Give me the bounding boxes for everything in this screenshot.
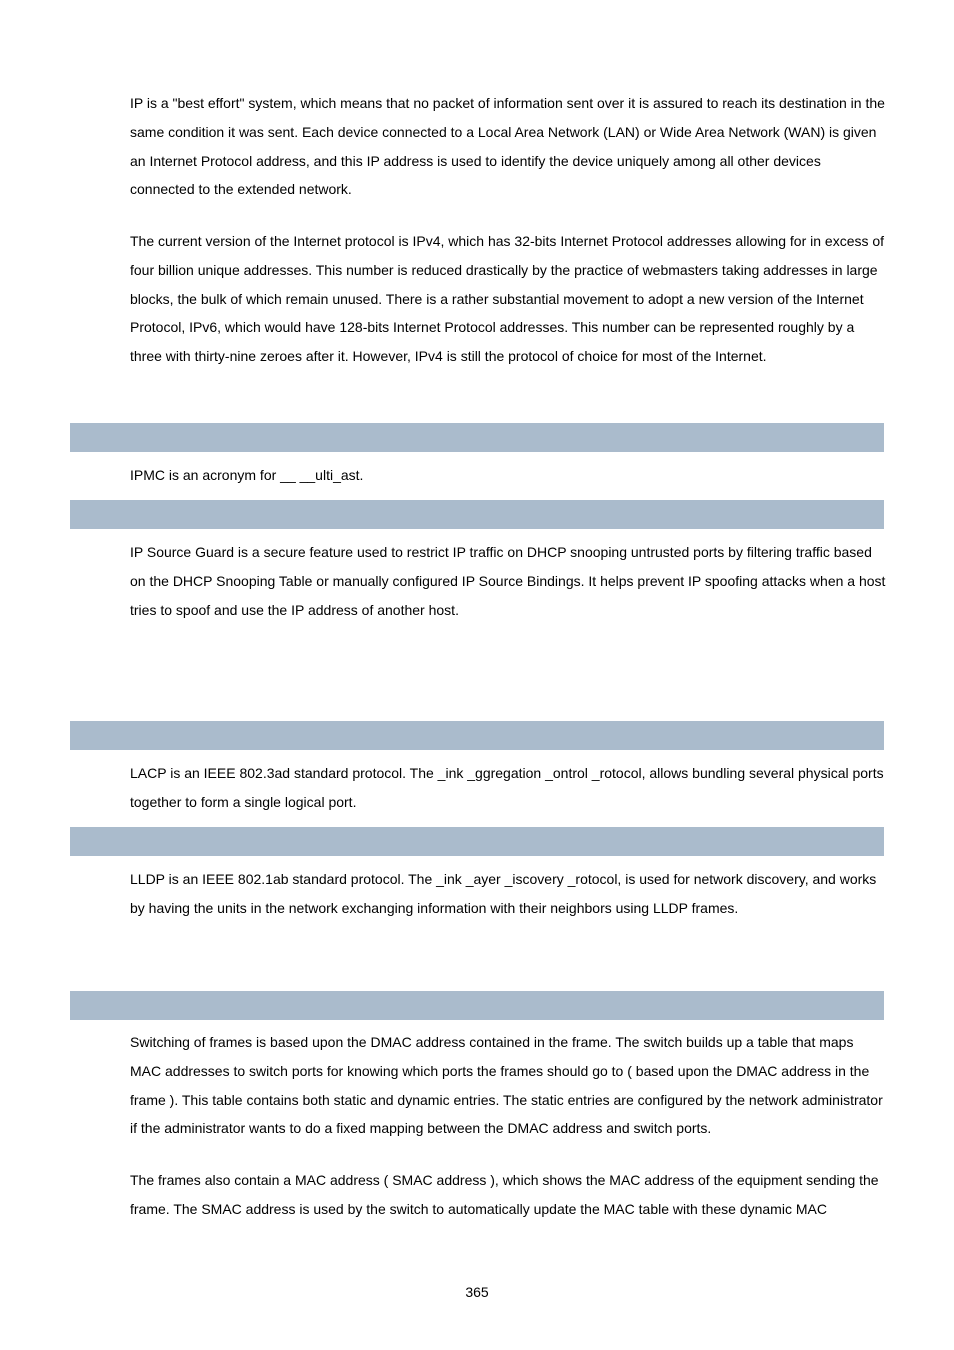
section-header-band-lacp bbox=[70, 721, 884, 750]
paragraph-ipmc: IPMC is an acronym for __ __ulti_ast. bbox=[130, 467, 364, 483]
paragraph-lacp: LACP is an IEEE 802.3ad standard protocol. The _ink _ggregation _ontrol _rotocol, allows bundling several physical ports together to form a single logical port. bbox=[130, 765, 884, 810]
section-header-band-lldp bbox=[70, 827, 884, 856]
paragraph-ip-best-effort: IP is a "best effort" system, which means that no packet of information sent over it is assured to reach its destination in the same condition it was sent. Each device connected to a Local Area Network (LAN) or Wide Area Network (WAN) is given an Internet Protocol address, and this IP address is used to identify the device uniquely among all other devices connected to the extended network. bbox=[130, 95, 885, 198]
paragraph-ip-source-guard: IP Source Guard is a secure feature used to restrict IP traffic on DHCP snooping untrusted ports by filtering traffic based on the DHCP Snooping Table or manually configured IP Source Bindings. It helps prevent IP spoofing attacks when a host tries to spoof and use the IP address of another host. bbox=[130, 544, 886, 618]
section-header-band-mac-table bbox=[70, 991, 884, 1020]
paragraph-lldp: LLDP is an IEEE 802.1ab standard protocol. The _ink _ayer _iscovery _rotocol, is used for network discovery, and works by having the units in the network exchanging information with their neighbors using LLDP frames. bbox=[130, 871, 877, 916]
paragraph-switching-frames: Switching of frames is based upon the DMAC address contained in the frame. The switch builds up a table that maps MAC addresses to switch ports for knowing which ports the frames should go to ( based upon the DMAC address in the frame ). This table contains both static and dynamic entries. The static entries are configured by the network administrator if the administrator wants to do a fixed mapping between the DMAC address and switch ports. bbox=[130, 1034, 883, 1137]
section-header-band-ipmc bbox=[70, 423, 884, 452]
paragraph-ipv4-version: The current version of the Internet protocol is IPv4, which has 32-bits Internet Protocol addresses allowing for in excess of four billion unique addresses. This number is reduced drastically by the practice of webmasters taking addresses in large blocks, the bulk of which remain unused. There is a rather substantial movement to adopt a new version of the Internet Protocol, IPv6, which would have 128-bits Internet Protocol addresses. This number can be represented roughly by a three with thirty-nine zeroes after it. However, IPv4 is still the protocol of choice for most of the Internet. bbox=[130, 233, 885, 365]
section-header-band-ip-source-guard bbox=[70, 500, 884, 529]
paragraph-smac: The frames also contain a MAC address ( SMAC address ), which shows the MAC address of the equipment sending the frame. The SMAC address is used by the switch to automatically update the MAC table with these dynamic MAC bbox=[130, 1172, 879, 1217]
page-number: 365 bbox=[465, 1284, 489, 1300]
